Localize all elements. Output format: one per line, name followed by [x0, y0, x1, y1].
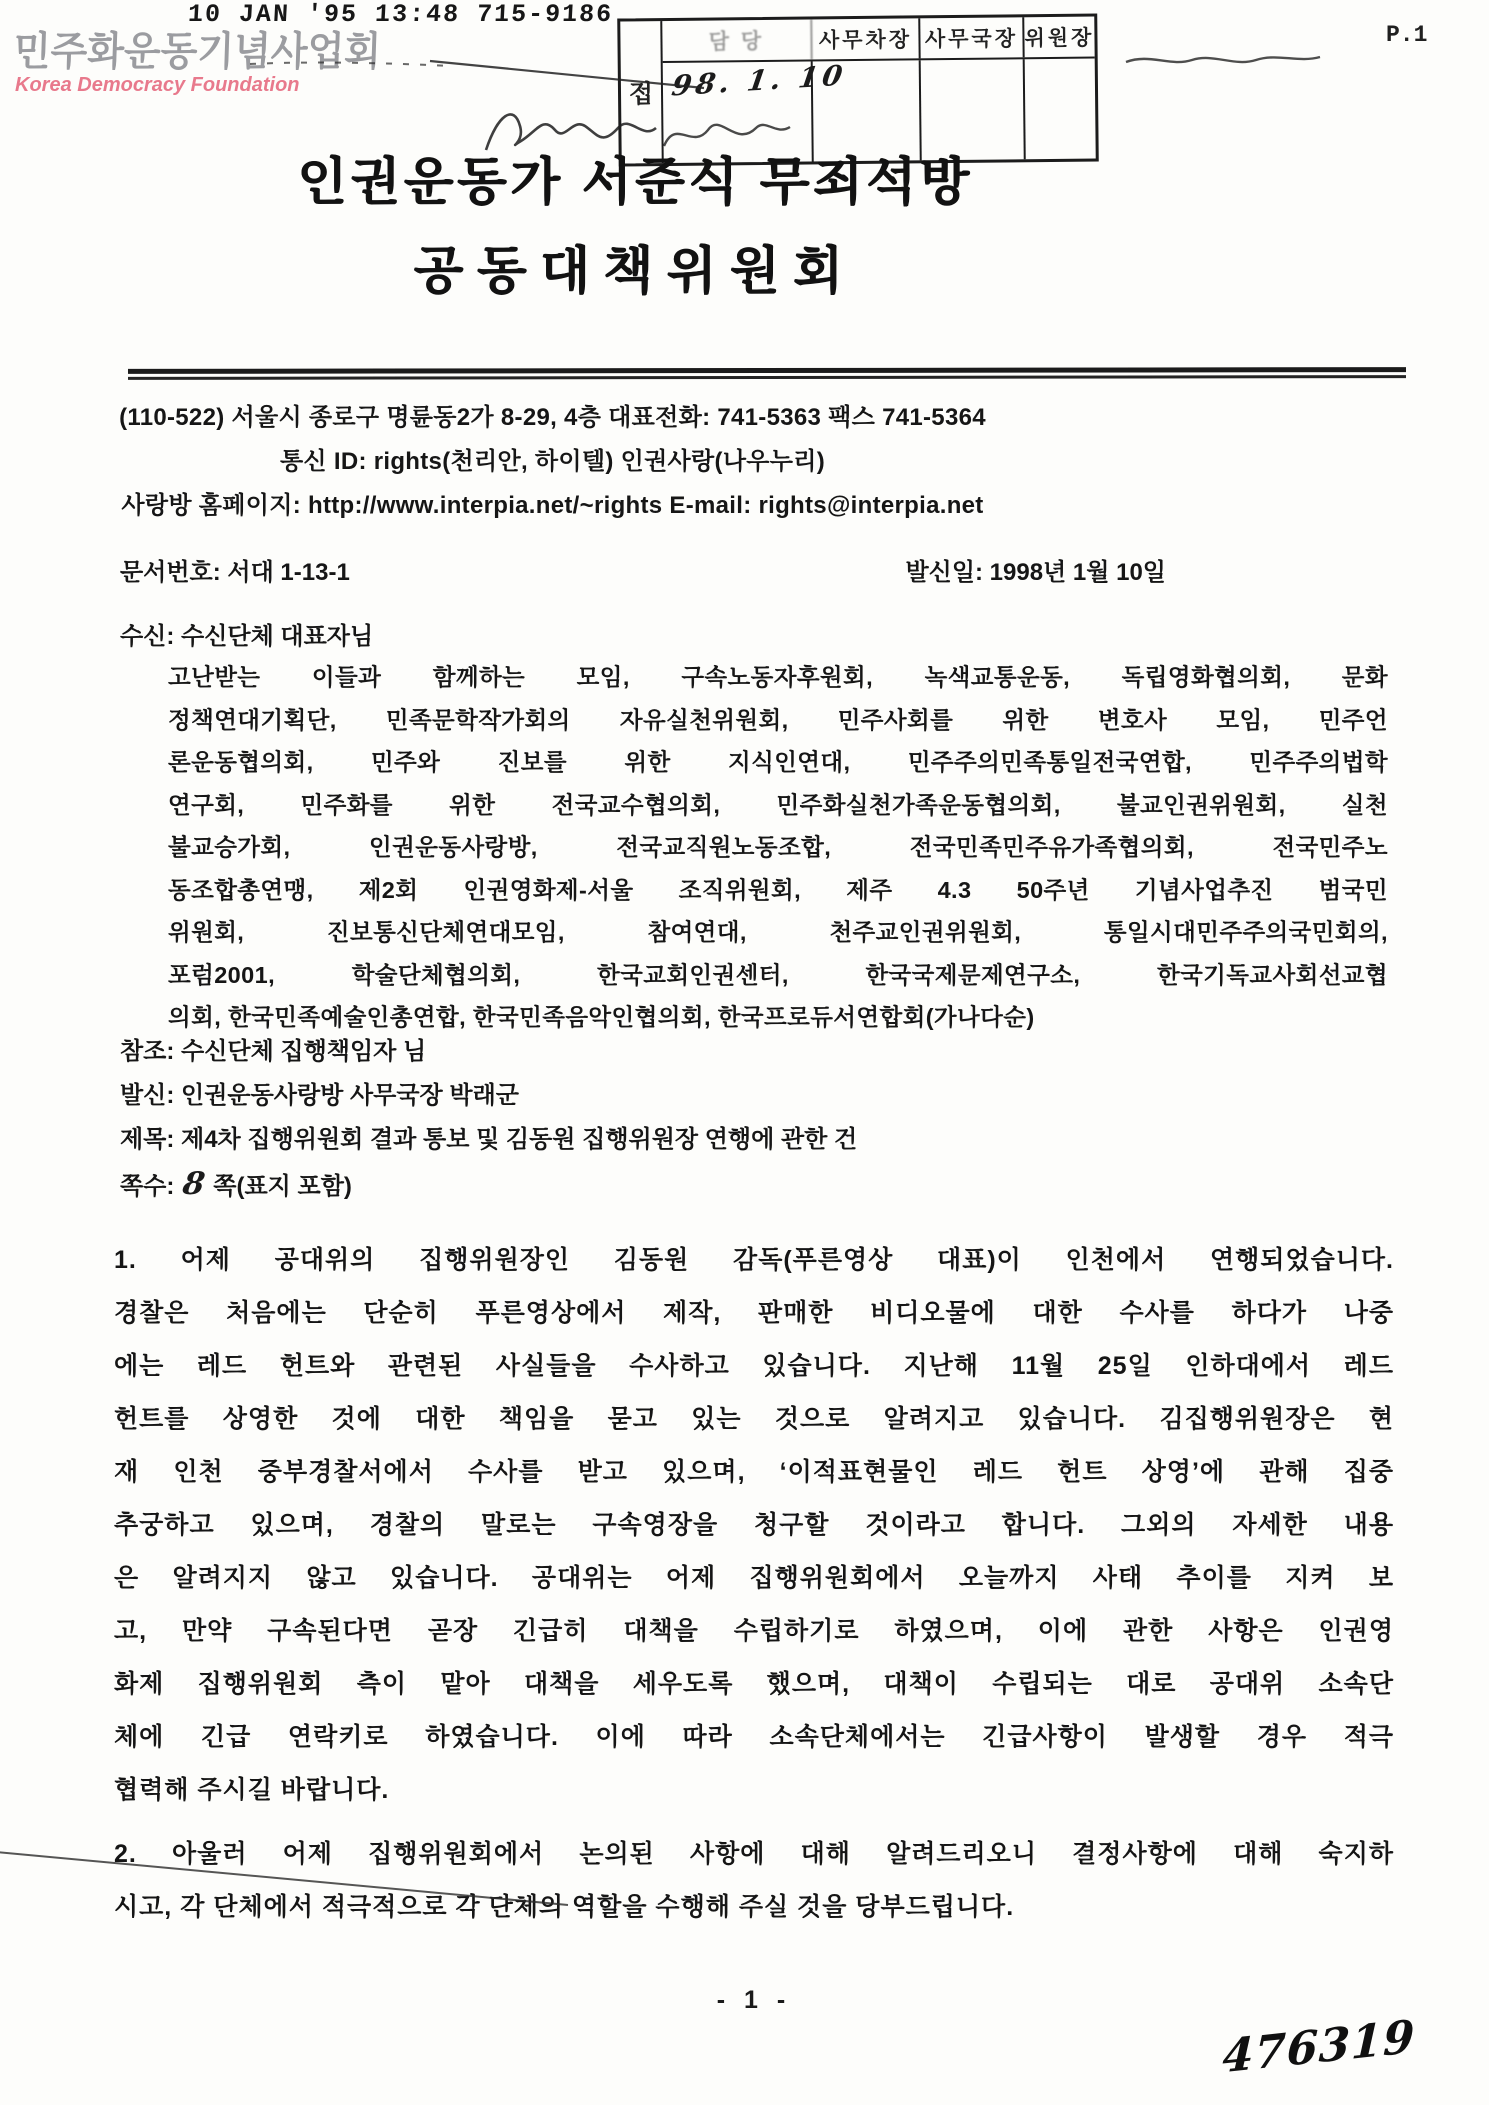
org-list-line: 포럼2001, 학술단체협의회, 한국교회인권센터, 한국국제문제연구소, 한국기독교사회선교협 — [168, 961, 1388, 988]
doc-meta-block2 — [120, 1030, 1320, 1209]
org-list-line: 불교승가회, 인권운동사랑방, 전국교직원노동조합, 전국민족민주유가족협의회, 전국민주노 — [168, 834, 1388, 860]
foundation-logo-korean: 민주화운동기념사업회 — [13, 30, 382, 75]
org-list-line: 고난받는 이들과 함께하는 모임, 구속노동자후원회, 녹색교통운동, 독립영화협의회, 문화 — [168, 664, 1388, 690]
pages-count-handwritten: 8 — [180, 1166, 208, 1202]
body-line: 경찰은 처음에는 단순히 푸른영상에서 제작, 판매한 비디오물에 대한 수사를 하다가 나중 — [114, 1299, 1394, 1327]
fax-page-indicator: P.1 — [1386, 22, 1428, 48]
telecom-id-line: 통신 ID: rights(천리안, 하이텔) 인권사랑(나우누리) — [279, 448, 826, 475]
homepage-email-line: 사랑방 홈페이지: http://www.interpia.net/~rights E-mail: rights@interpia.net — [121, 492, 984, 519]
pages-suffix: 쪽(표지 포함) — [213, 1173, 352, 1200]
pages-label: 쪽수: — [120, 1173, 175, 1200]
foundation-logo-english: Korea Democracy Foundation — [15, 74, 300, 96]
stamp-col-secretary-general: 사무국장 — [920, 17, 1024, 58]
doc-meta-row — [120, 552, 1166, 587]
body-line: 에는 레드 헌트와 관련된 사실들을 수사하고 있습니다. 지난해 11월 25일 인하대에서 레드 — [114, 1352, 1394, 1380]
stamp-empty-cell — [1025, 59, 1096, 160]
subject-line: 제목: 제4차 집행위원회 결과 통보 및 김동원 집행위원장 연행에 관한 건 — [120, 1126, 858, 1153]
sender-line: 발신: 인권운동사랑방 사무국장 박래군 — [120, 1082, 519, 1109]
document-title-line1: 인권운동가 서준식 무죄석방 — [297, 153, 973, 210]
body-line: 고, 만약 구속된다면 곧장 긴급히 대책을 수립하기로 하였으며, 이에 관한 사항은 인권영 — [114, 1617, 1394, 1645]
body-line: 헌트를 상영한 것에 대한 책임을 묻고 있는 것으로 알려지고 있습니다. 김집행위원장은 현 — [114, 1405, 1394, 1433]
stamp-handwritten-date: 98. 1. 10 — [669, 58, 849, 103]
body-line: 화제 집행위원회 측이 맡아 대책을 세우도록 했으며, 대책이 수립되는 대로 공대위 소속단 — [114, 1670, 1394, 1698]
pages-line — [120, 1162, 1320, 1209]
send-date: 발신일: 1998년 1월 10일 — [905, 559, 1166, 586]
fax-squiggle-line — [1126, 57, 1320, 62]
body-line: 체에 긴급 연락키로 하였습니다. 이에 따라 소속단체에서는 긴급사항이 발생할 경우 적극 — [114, 1723, 1394, 1751]
body-line: 추궁하고 있으며, 경찰의 말로는 구속영장을 청구할 것이라고 합니다. 그외의 자세한 내용 — [114, 1511, 1394, 1539]
body-line: 1. 어제 공대위의 집행위원장인 김동원 감독(푸른영상 대표)이 인천에서 연행되었습니다. — [114, 1246, 1394, 1274]
page-number: - 1 - — [716, 1986, 792, 2014]
cc-line: 참조: 수신단체 집행책임자 님 — [120, 1038, 427, 1065]
letterhead-contact-block — [85, 396, 1020, 528]
body-line: 시고, 각 단체에서 적극적으로 각 단체의 역할을 수행해 주실 것을 당부드립니다. — [114, 1893, 1015, 1921]
stamp-receipt-cell: 접 — [620, 21, 663, 163]
stamp-col-deputy-director: 사무차장 — [812, 18, 920, 59]
document-title-line2: 공동대책위원회 — [413, 242, 857, 299]
letterhead-divider-rule — [128, 367, 1406, 380]
body-line: 협력해 주시길 바랍니다. — [114, 1776, 390, 1804]
recipient-line: 수신: 수신단체 대표자님 — [120, 623, 374, 650]
org-list-line: 동조합총연맹, 제2회 인권영화제-서울 조직위원회, 제주 4.3 50주년 기념사업추진 범국민 — [168, 876, 1388, 903]
body-line: 재 인천 중부경찰서에서 수사를 받고 있으며, ‘이적표현물인 레드 헌트 상영’에 관해 집중 — [114, 1458, 1394, 1486]
body-line: 은 알려지지 않고 있습니다. 공대위는 어제 집행위원회에서 오늘까지 사태 추이를 지켜 보 — [114, 1564, 1394, 1592]
recipient-organization-list — [168, 656, 1388, 1039]
doc-number: 문서번호: 서대 1-13-1 — [120, 559, 350, 586]
org-list-line: 위원회, 진보통신단체연대모임, 참여연대, 천주교인권위원회, 통일시대민주주의국민회의, — [168, 919, 1388, 945]
stamp-col-staff: 담 당 — [662, 19, 812, 61]
archive-number-handwritten: 476319 — [1221, 2009, 1417, 2084]
org-list-line: 의회, 한국민족예술인총연합, 한국민족음악인협의회, 한국프로듀서연합회(가나다순) — [168, 1004, 1035, 1030]
org-list-line: 정책연대기획단, 민족문학작가회의 자유실천위원회, 민주사회를 위한 변호사 모임, 민주언 — [168, 706, 1388, 733]
body-paragraph-1 — [114, 1234, 1394, 1817]
address-line: (110-522) 서울시 종로구 명륜동2가 8-29, 4층 대표전화: 741-5363 팩스 741-5364 — [119, 404, 986, 431]
document-title — [235, 140, 1035, 303]
org-list-line: 연구회, 민주화를 위한 전국교수협의회, 민주화실천가족운동협의회, 불교인권위원회, 실천 — [168, 791, 1388, 818]
body-paragraph-2 — [114, 1828, 1394, 1934]
org-list-line: 론운동협의회, 민주와 진보를 위한 지식인연대, 민주주의민족통일전국연합, 민주주의법학 — [168, 749, 1388, 775]
fax-timestamp: 10 JAN '95 13:48 715-9186 — [187, 0, 614, 29]
stamp-col-chairman: 위원장 — [1024, 26, 1095, 51]
body-line: 2. 아울러 어제 집행위원회에서 논의된 사항에 대해 알려드리오니 결정사항에 대해 숙지하 — [114, 1840, 1394, 1868]
